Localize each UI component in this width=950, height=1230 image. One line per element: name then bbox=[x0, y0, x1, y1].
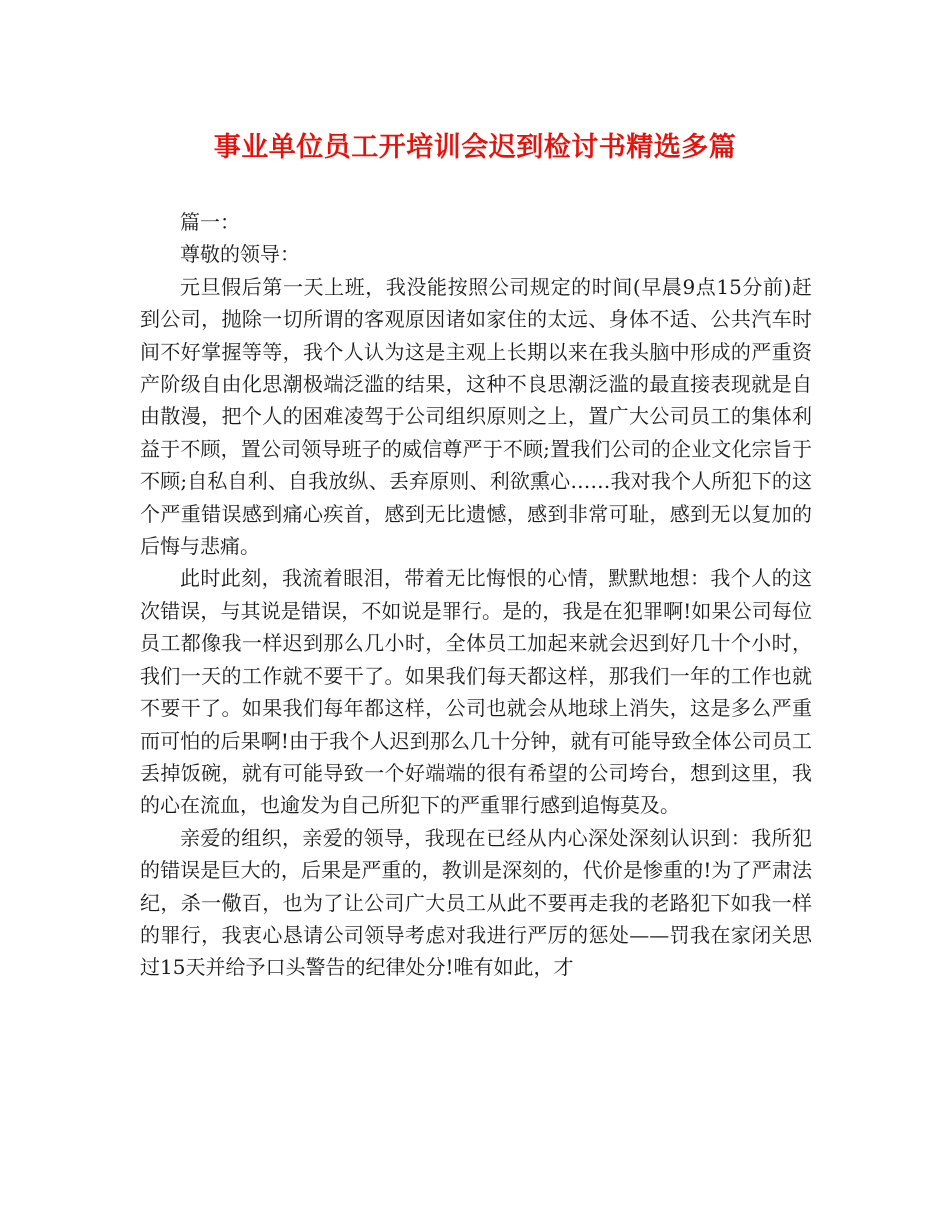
salutation: 尊敬的领导： bbox=[180, 242, 300, 267]
body-paragraph: 亲爱的组织，亲爱的领导，我现在已经从内心深处深刻认识到：我所犯的错误是巨大的，后果是严重的，教训是深刻的，代价是惨重的!为了严肃法纪，杀一儆百，也为了让公司广大员工从此不要再走我的老路犯下如我一样的罪行，我衷心恳请公司领导考虑对我进行严厉的惩处——罚我在家闭关思过15天并给予口头警告的纪律处分!唯有如此，才 bbox=[140, 825, 812, 980]
body-paragraph: 此时此刻，我流着眼泪，带着无比悔恨的心情，默默地想：我个人的这次错误，与其说是错误，不如说是罪行。是的，我是在犯罪啊!如果公司每位员工都像我一样迟到那么几小时，全体员工加起来就会迟到好几十个小时，我们一天的工作就不要干了。如果我们每天都这样，那我们一年的工作也就不要干了。如果我们每年都这样，公司也就会从地球上消失，这是多么严重而可怕的后果啊!由于我个人迟到那么几十分钟，就有可能导致全体公司员工丢掉饭碗，就有可能导致一个好端端的很有希望的公司垮台，想到这里，我的心在流血，也逾发为自己所犯下的严重罪行感到追悔莫及。 bbox=[140, 566, 812, 818]
document-body bbox=[140, 206, 812, 984]
document-title: 事业单位员工开培训会迟到检讨书精选多篇 bbox=[213, 132, 737, 163]
section-heading: 篇一： bbox=[180, 210, 240, 234]
body-paragraph: 元旦假后第一天上班，我没能按照公司规定的时间(早晨9点15分前)赶到公司，抛除一切所谓的客观原因诸如家住的太远、身体不适、公共汽车时间不好掌握等等，我个人认为这是主观上长期以来在我头脑中形成的严重资产阶级自由化思潮极端泛滥的结果，这种不良思潮泛滥的最直接表现就是自由散漫，把个人的困难凌驾于公司组织原则之上，置广大公司员工的集体利益于不顾，置公司领导班子的威信尊严于不顾;置我们公司的企业文化宗旨于不顾;自私自利、自我放纵、丢弃原则、利欲熏心……我对我个人所犯下的这个严重错误感到痛心疾首，感到无比遗憾，感到非常可耻，感到无以复加的后悔与悲痛。 bbox=[140, 274, 812, 559]
